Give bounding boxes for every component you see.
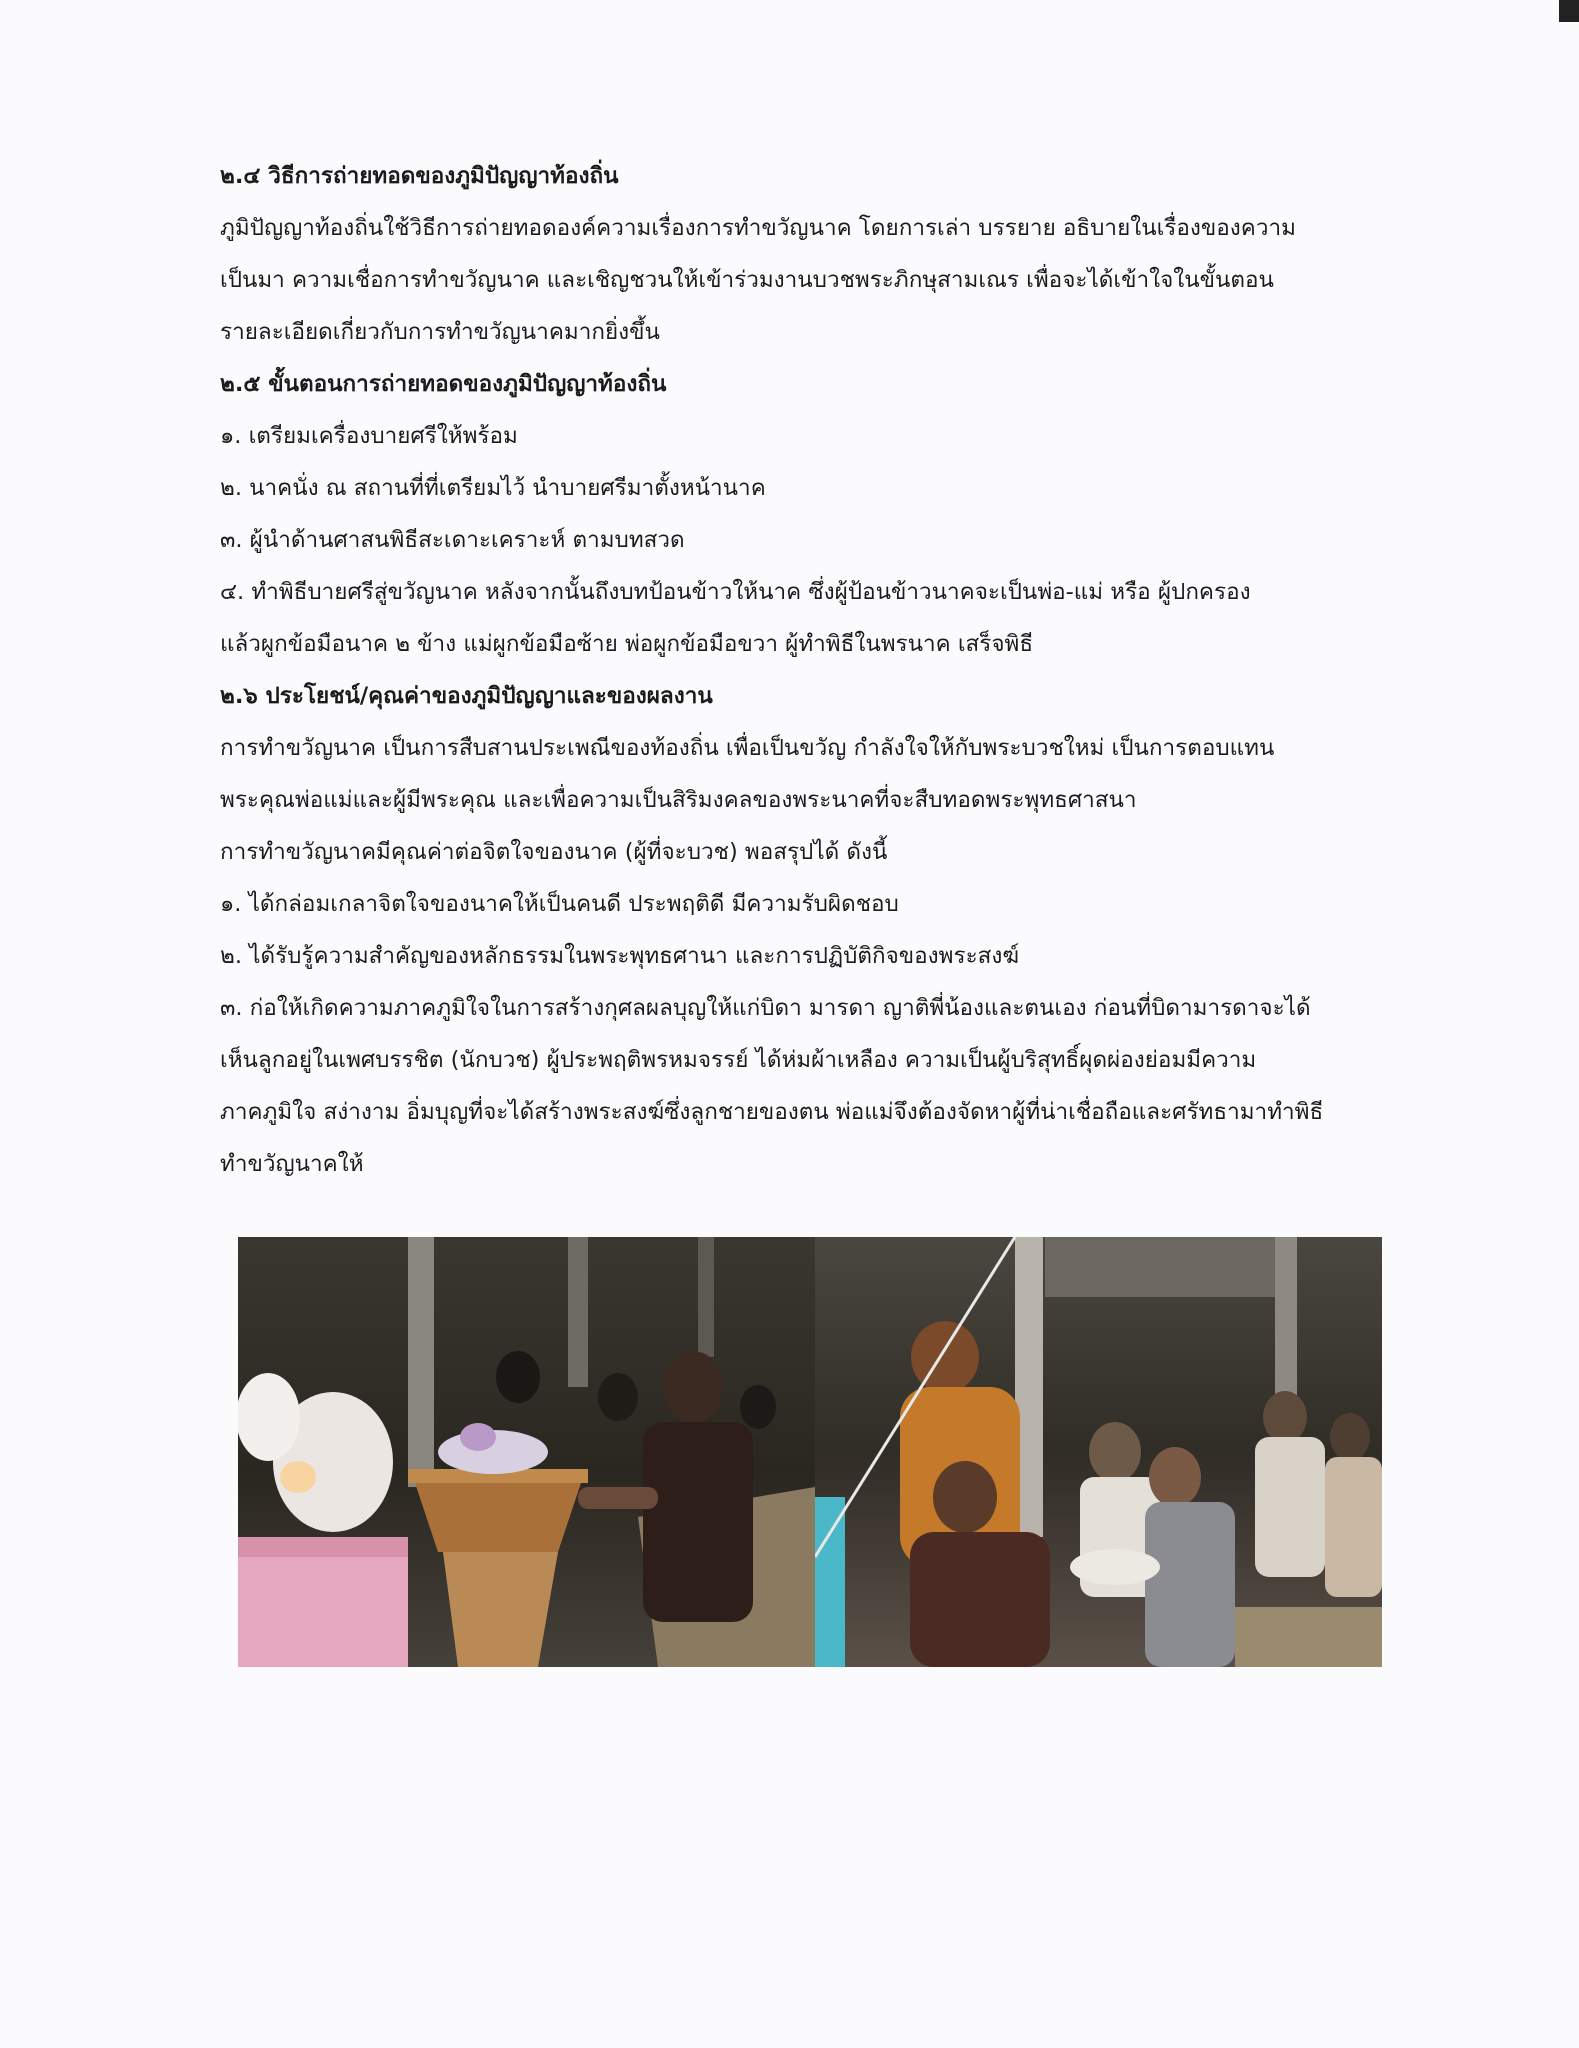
paragraph-line: ภูมิปัญญาท้องถิ่นใช้วิธีการถ่ายทอดองค์ความเรื่องการทำขวัญนาค โดยการเล่า บรรยาย อธิบายในเรื่องของความ (220, 215, 1296, 241)
list-item: ๑. เตรียมเครื่องบายศรีให้พร้อม (220, 423, 518, 449)
paragraph-line: การทำขวัญนาค เป็นการสืบสานประเพณีของท้องถิ่น เพื่อเป็นขวัญ กำลังใจให้กับพระบวชใหม่ เป็นการตอบแทน (220, 735, 1275, 761)
list-item: ๒. นาคนั่ง ณ สถานที่ที่เตรียมไว้ นำบายศรีมาตั้งหน้านาค (220, 475, 766, 501)
section-heading-2-5: ๒.๕ ขั้นตอนการถ่ายทอดของภูมิปัญญาท้องถิ่น (220, 371, 667, 397)
body-text (220, 150, 1370, 1190)
scan-corner-mark (1555, 0, 1579, 24)
list-item-continued: ภาคภูมิใจ สง่างาม อิ่มบุญที่จะได้สร้างพระสงฆ์ซึ่งลูกชายของตน พ่อแม่จึงต้องจัดหาผู้ที่น่าเชื่อถือและศรัทธามาทำพิธี (220, 1099, 1324, 1125)
ceremony-photos (238, 1237, 1382, 1667)
list-item-continued: ทำขวัญนาคให้ (220, 1151, 364, 1177)
list-item: ๑. ได้กล่อมเกลาจิตใจของนาคให้เป็นคนดี ประพฤติดี มีความรับผิดชอบ (220, 891, 899, 917)
list-item-continued: แล้วผูกข้อมือนาค ๒ ข้าง แม่ผูกข้อมือซ้าย พ่อผูกข้อมือขวา ผู้ทำพิธีในพรนาค เสร็จพิธี (220, 631, 1034, 657)
baisri-ceremony-photo (238, 1237, 815, 1667)
monk-chanting-crowd-photo (815, 1237, 1382, 1667)
paragraph-line: เป็นมา ความเชื่อการทำขวัญนาค และเชิญชวนให้เข้าร่วมงานบวชพระภิกษุสามเณร เพื่อจะได้เข้าใจในขั้นตอน (220, 267, 1274, 293)
list-item: ๒. ได้รับรู้ความสำคัญของหลักธรรมในพระพุทธศานา และการปฏิบัติกิจของพระสงฆ์ (220, 943, 1020, 969)
section-heading-2-6: ๒.๖ ประโยชน์/คุณค่าของภูมิปัญญาและของผลงาน (220, 683, 713, 709)
list-item: ๓. ก่อให้เกิดความภาคภูมิใจในการสร้างกุศลผลบุญให้แก่บิดา มารดา ญาติพี่น้องและตนเอง ก่อนที่บิดามารดาจะได้ (220, 995, 1311, 1021)
list-item-continued: เห็นลูกอยู่ในเพศบรรชิต (นักบวช) ผู้ประพฤติพรหมจรรย์ ได้ห่มผ้าเหลือง ความเป็นผู้บริสุทธิ์ผุดผ่องย่อมมีความ (220, 1047, 1257, 1073)
paragraph-line: รายละเอียดเกี่ยวกับการทำขวัญนาคมากยิ่งขึ้น (220, 319, 660, 345)
list-item: ๓. ผู้นำด้านศาสนพิธีสะเดาะเคราะห์ ตามบทสวด (220, 527, 685, 553)
list-item: ๔. ทำพิธีบายศรีสู่ขวัญนาค หลังจากนั้นถึงบทป้อนข้าวให้นาค ซึ่งผู้ป้อนข้าวนาคจะเป็นพ่อ-แม่ หรือ ผู้ปกครอง (220, 579, 1251, 605)
paragraph-line: การทำขวัญนาคมีคุณค่าต่อจิตใจของนาค (ผู้ที่จะบวช) พอสรุปได้ ดังนี้ (220, 839, 888, 865)
paragraph-line: พระคุณพ่อแม่และผู้มีพระคุณ และเพื่อความเป็นสิริมงคลของพระนาคที่จะสืบทอดพระพุทธศาสนา (220, 787, 1137, 813)
section-heading-2-4: ๒.๔ วิธีการถ่ายทอดของภูมิปัญญาท้องถิ่น (220, 163, 619, 189)
